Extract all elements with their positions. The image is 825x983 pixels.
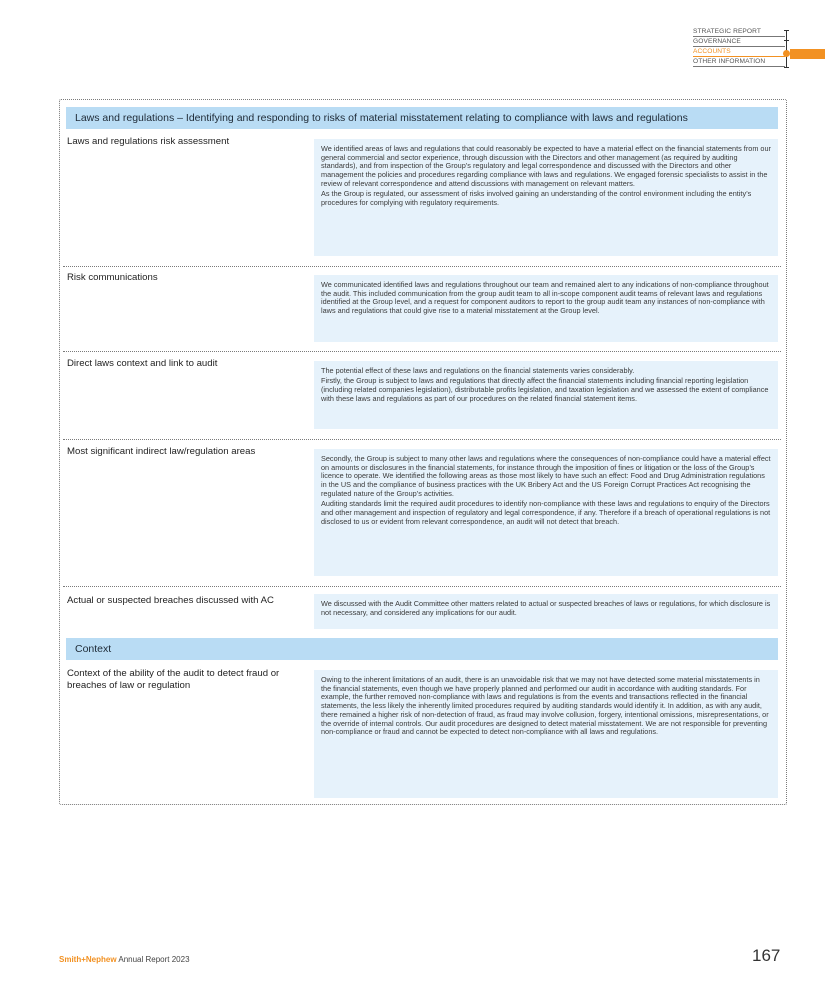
- row-label-risk-assessment: Laws and regulations risk assessment: [67, 136, 230, 147]
- section-nav: [693, 27, 785, 67]
- paragraph: Firstly, the Group is subject to laws and regulations that directly affect the financial statements including financial reporting legislation (including related companies legislation), distributable profits legislation, and taxation legislation and we assessed the extent of compliance with these laws and regulations as part of our procedures on the related financial statement items.: [321, 376, 769, 403]
- nav-active-tab: [790, 49, 825, 59]
- row-text-indirect-law-areas: [314, 449, 778, 576]
- nav-strategic-report[interactable]: STRATEGIC REPORT: [693, 27, 785, 37]
- section-header-context: Context: [66, 638, 778, 660]
- nav-accounts[interactable]: ACCOUNTS: [693, 47, 785, 57]
- paragraph: We identified areas of laws and regulations that could reasonably be expected to have a material effect on the financial statements from our general commercial and sector experience, through discussion with the Directors and other management (as required by auditing standards), and from inspection of the Group’s regulatory and legal correspondence and discussed with the Directors and other management the policies and procedures regarding compliance with laws and regulations. We engaged forensic specialists to assist in the review of relevant correspondence and attend discussions with management on relevant matters.: [321, 144, 771, 188]
- page-number: 167: [752, 946, 781, 965]
- paragraph: The potential effect of these laws and regulations on the financial statements varies considerably.: [321, 366, 635, 375]
- row-divider: [63, 439, 781, 440]
- paragraph: We discussed with the Audit Committee other matters related to actual or suspected breaches of laws or regulations, for which disclosure is not necessary, and considered any implications for our audit.: [321, 599, 771, 617]
- row-label-indirect-law-areas: Most significant indirect law/regulation areas: [67, 446, 256, 457]
- row-label-context: Context of the ability of the audit to detect fraud or breaches of law or regulation: [67, 668, 280, 691]
- footer-report-title: [59, 955, 190, 964]
- nav-indicator-tick: [784, 40, 789, 41]
- row-label-risk-communications: Risk communications: [67, 272, 158, 283]
- row-label-direct-laws: Direct laws context and link to audit: [67, 358, 218, 369]
- paragraph: We communicated identified laws and regulations throughout our team and remained alert to any indications of non-compliance throughout the audit. This included communication from the group audit team to all in-scope component audit teams of relevant laws and regulations identified at the Group level, and a request for component auditors to report to the group audit team any instances of non-compliance with laws and regulations that could give rise to a material misstatement at the Group level.: [321, 280, 769, 316]
- nav-active-marker: [783, 50, 790, 57]
- row-divider: [63, 266, 781, 267]
- row-text-direct-laws: [314, 361, 778, 429]
- nav-indicator-line: [786, 30, 787, 68]
- row-text-risk-communications: [314, 275, 778, 342]
- row-text-risk-assessment: [314, 139, 778, 256]
- row-label-breaches-ac: Actual or suspected breaches discussed with AC: [67, 595, 274, 606]
- brand-name: Smith+Nephew: [59, 955, 117, 964]
- report-name: Annual Report 2023: [118, 955, 190, 964]
- nav-governance[interactable]: GOVERNANCE: [693, 37, 785, 47]
- row-divider: [63, 586, 781, 587]
- nav-other-information[interactable]: OTHER INFORMATION: [693, 57, 785, 67]
- row-divider: [63, 351, 781, 352]
- row-text-breaches-ac: [314, 594, 778, 629]
- nav-indicator-tick: [784, 30, 789, 31]
- section-header-laws-regulations: Laws and regulations – Identifying and responding to risks of material misstatement relating to compliance with laws and regulations: [66, 107, 778, 129]
- row-text-context: [314, 670, 778, 798]
- paragraph: Owing to the inherent limitations of an audit, there is an unavoidable risk that we may not have detected some material misstatements in the financial statements, even though we have properly planned and performed our audit in accordance with auditing standards. For example, the further removed non-compliance with laws and regulations is from the events and transactions reflected in the financial statements, the less likely the inherently limited procedures required by auditing standards would identify it. In addition, as with any audit, there remained a higher risk of non-detection of fraud, as fraud may involve collusion, forgery, intentional omissions, misrepresentations, or the override of internal controls. Our audit procedures are designed to detect material misstatement. We are not responsible for preventing non-compliance or fraud and cannot be expected to detect non-compliance with all laws and regulations.: [321, 675, 769, 737]
- paragraph: Secondly, the Group is subject to many other laws and regulations where the consequences of non-compliance could have a material effect on amounts or disclosures in the financial statements, for instance through the imposition of fines or litigation or the loss of the Group’s licence to operate. We identified the following areas as those most likely to have such an effect: Food and Drug Administration regulations in the US and the compliance of business practices with the UK Bribery Act and the US Foreign Corrupt Practices Act recognising the regulated nature of the Group’s activities.: [321, 454, 771, 498]
- nav-indicator-tick: [784, 67, 789, 68]
- paragraph: As the Group is regulated, our assessment of risks involved gaining an understanding of the control environment including the entity’s procedures for complying with regulatory requirements.: [321, 189, 752, 207]
- paragraph: Auditing standards limit the required audit procedures to identify non-compliance with these laws and regulations to enquiry of the Directors and other management and inspection of regulatory and legal correspondence, if any. Therefore if a breach of operational regulations is not disclosed to us or evident from relevant correspondence, an audit will not detect that breach.: [321, 499, 771, 526]
